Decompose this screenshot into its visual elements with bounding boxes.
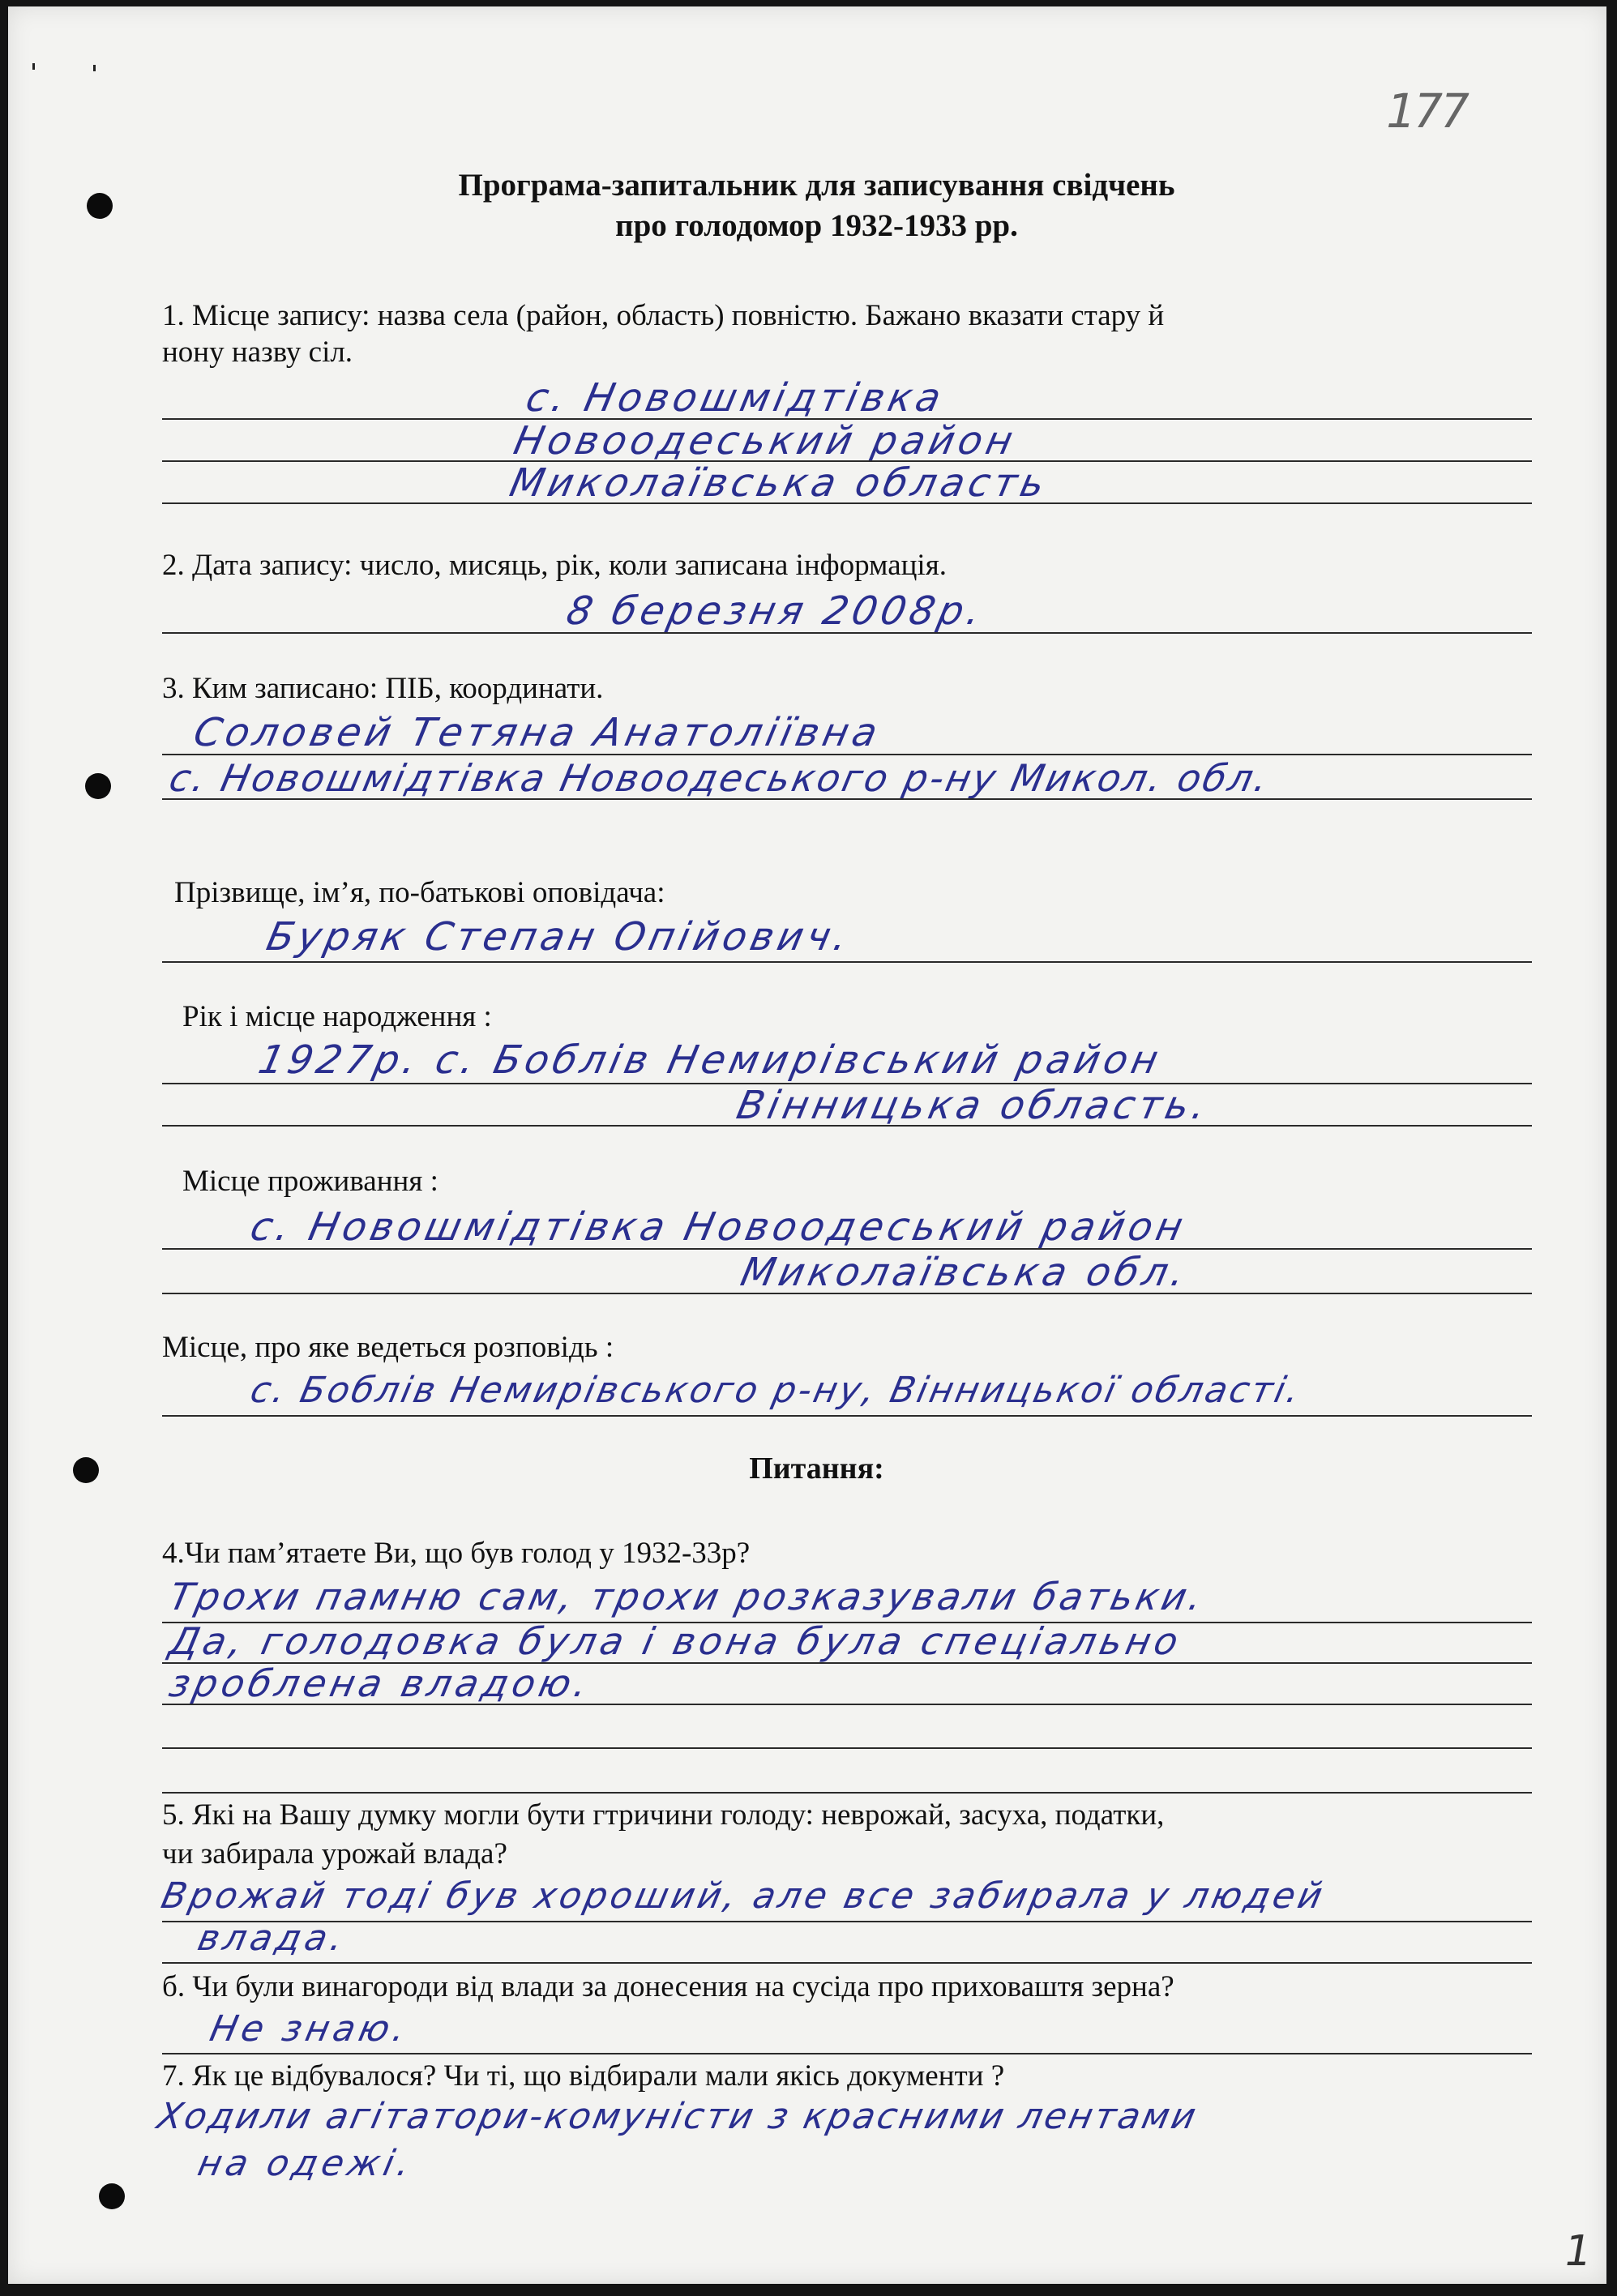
answer-line: [162, 1704, 1532, 1705]
q1-answer-3: Миколаївська область: [506, 460, 1053, 506]
residence-label: Місце проживання :: [182, 1165, 438, 1198]
answer-line: [162, 1293, 1532, 1294]
document-title: [8, 165, 1617, 246]
q5-answer-1: Врожай тоді був хороший, але все забирала у людей: [157, 1875, 1329, 1917]
answer-line: [162, 502, 1532, 504]
page-number: 1: [1559, 2227, 1596, 2276]
q7-label: 7. Як це відбувалося? Чи ті, що відбирали мали якісь документи ?: [162, 2059, 1005, 2093]
q1-label-line-1: 1. Місце запису: назва села (район, область) повністю. Бажано вказати стару й: [162, 299, 1165, 332]
answer-line: [162, 632, 1532, 634]
margin-mark: [93, 65, 96, 71]
story-place-answer: с. Боблів Немирівського р-ну, Вінницької області.: [246, 1370, 1306, 1411]
answer-line: [162, 1792, 1532, 1794]
q2-label: 2. Дата запису: число, мисяць, рік, коли записана інформація.: [162, 549, 947, 582]
birth-label: Рік і місце народження :: [182, 1000, 492, 1033]
answer-line: [162, 1921, 1532, 1922]
q3-label: 3. Ким записано: ПІБ, координати.: [162, 672, 604, 705]
punch-hole: [99, 2183, 125, 2209]
q1-answer-2: Новоодеський район: [510, 418, 1021, 464]
q5-label-line-2: чи забирала урожай влада?: [162, 1837, 507, 1871]
q5-label-line-1: 5. Які на Вашу думку могли бути гтричини голоду: неврожай, засуха, податки,: [162, 1798, 1165, 1832]
answer-line: [162, 961, 1532, 963]
narrator-label: Прізвище, ім’я, по-батькові оповідача:: [174, 876, 665, 909]
answer-line: [162, 1747, 1532, 1749]
q4-answer-2: Да, голодовка була і вона була спеціально: [165, 1619, 1187, 1663]
q5-answer-2: влада.: [194, 1918, 351, 1959]
q2-answer: 8 березня 2008р.: [563, 588, 989, 634]
narrator-answer: Буряк Степан Опійович.: [263, 914, 856, 960]
answer-line: [162, 798, 1532, 800]
answer-line: [162, 1415, 1532, 1417]
questionnaire-page: [8, 6, 1606, 2284]
birth-answer-2: Вінницька область.: [733, 1083, 1214, 1128]
q4-answer-3: зроблена владою.: [165, 1661, 596, 1705]
questions-heading: Питання:: [749, 1452, 884, 1486]
q4-label: 4.Чи пам’ятаете Ви, що був голод у 1932-33р?: [162, 1537, 751, 1570]
q7-answer-1: Ходили агітатори-комуністи з красними лентами: [153, 2096, 1202, 2137]
birth-answer-1: 1927р. с. Боблів Немирівський район: [255, 1037, 1166, 1083]
residence-answer-2: Миколаївська обл.: [737, 1250, 1193, 1295]
answer-line: [162, 1962, 1532, 1964]
q6-label: б. Чи були винагороди від влади за донесения на сусіда про приховаштя зерна?: [162, 1970, 1174, 2003]
punch-hole: [85, 773, 111, 799]
q7-answer-2: на одежі.: [194, 2143, 418, 2184]
q1-label-line-2: нону назву сіл.: [162, 336, 353, 369]
q4-answer-1: Трохи памню сам, трохи розказували батьки.: [165, 1575, 1210, 1618]
q3-answer-2: с. Новошмідтівка Новоодеського р-ну Микол. обл.: [165, 756, 1274, 800]
archive-number: 177: [1380, 83, 1472, 139]
answer-line: [162, 754, 1532, 755]
q1-answer-1: с. Новошмідтівка: [522, 375, 949, 421]
residence-answer-1: с. Новошмідтівка Новоодеський район: [246, 1204, 1191, 1250]
title-line-2: про голодомор 1932-1933 рр.: [615, 208, 1018, 243]
q3-answer-1: Соловей Тетяна Анатоліївна: [190, 710, 886, 755]
answer-line: [162, 2053, 1532, 2054]
story-place-label: Місце, про яке ведеться розповідь :: [162, 1331, 614, 1364]
answer-line: [162, 1125, 1532, 1127]
margin-mark: [32, 63, 35, 70]
q6-answer: Не знаю.: [206, 2008, 413, 2050]
title-line-1: Програма-запитальник для записування свідчень: [458, 168, 1175, 203]
